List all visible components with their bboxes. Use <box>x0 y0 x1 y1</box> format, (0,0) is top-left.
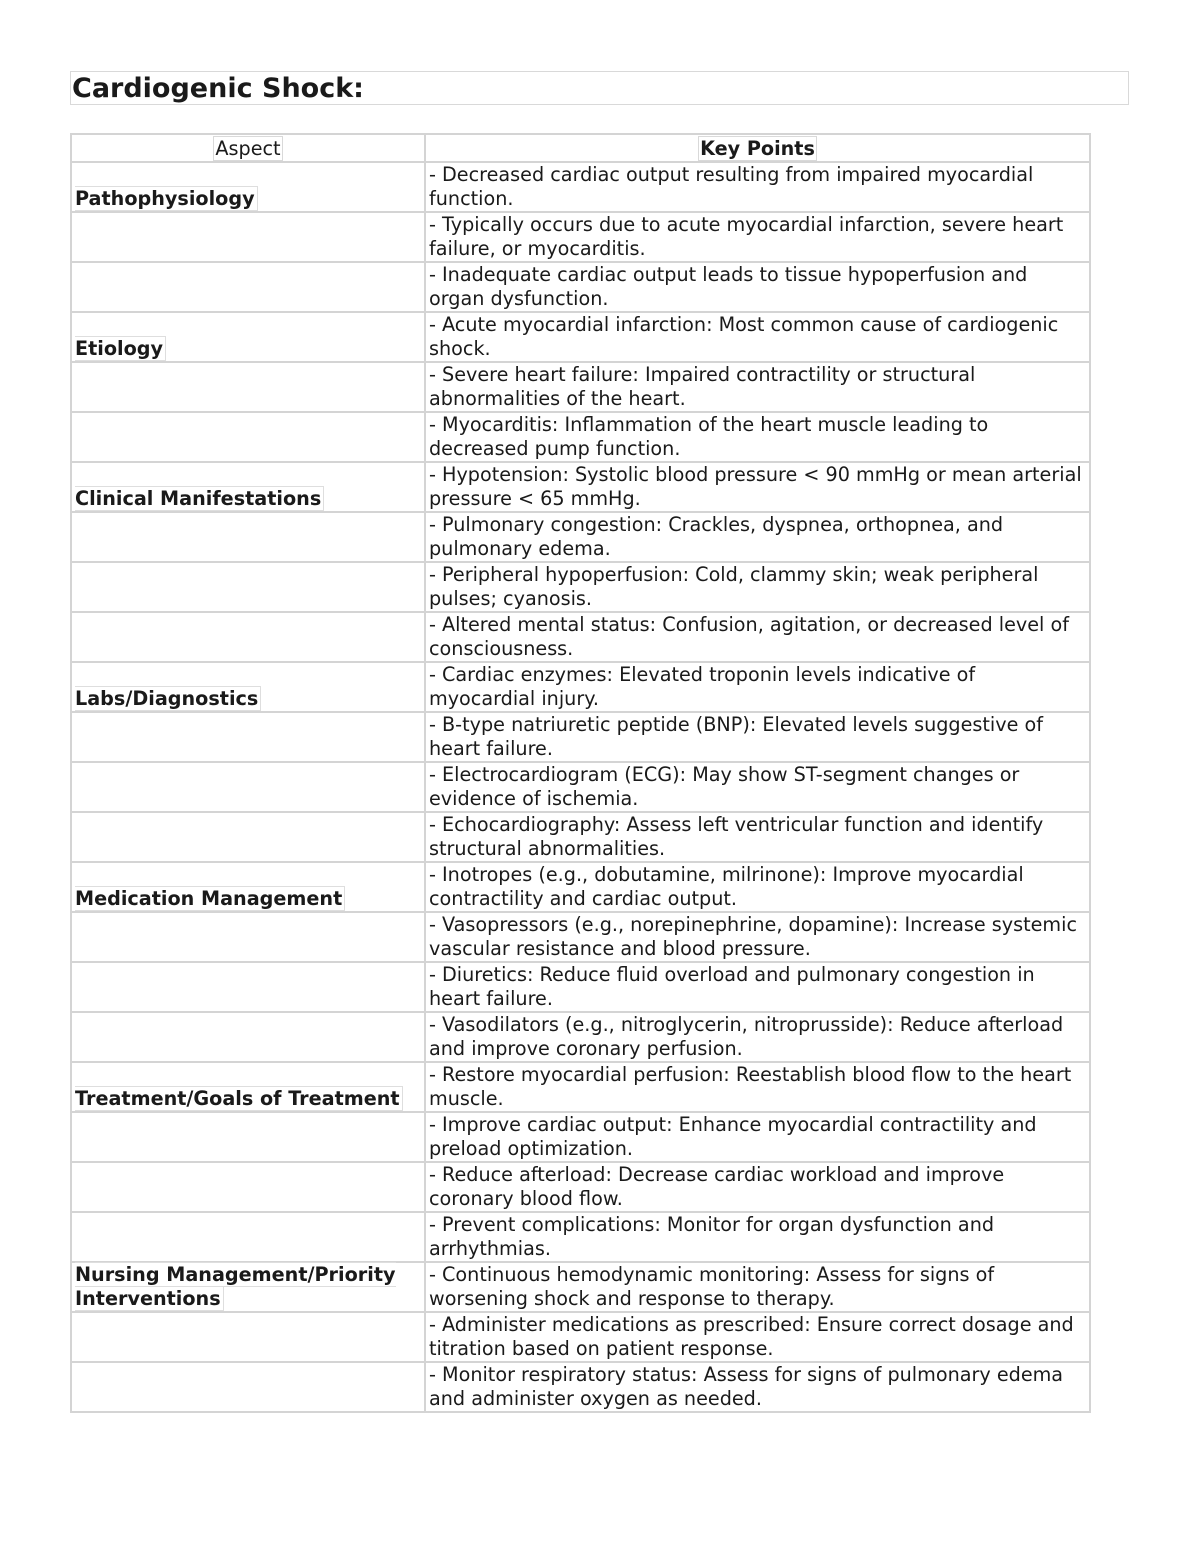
table-row <box>71 1362 1090 1412</box>
key-point-cell: - Continuous hemodynamic monitoring: Assess for signs of worsening shock and response to therapy. <box>425 1262 1090 1312</box>
aspect-cell <box>71 562 425 612</box>
key-point-cell: - Echocardiography: Assess left ventricular function and identify structural abnormalities. <box>425 812 1090 862</box>
aspect-cell <box>71 1362 425 1412</box>
table-row <box>71 562 1090 612</box>
page-title: Cardiogenic Shock: <box>70 71 1129 105</box>
key-point-cell: - Electrocardiogram (ECG): May show ST-segment changes or evidence of ischemia. <box>425 762 1090 812</box>
key-point-cell: - Vasodilators (e.g., nitroglycerin, nitroprusside): Reduce afterload and improve coronary perfusion. <box>425 1012 1090 1062</box>
key-point-cell: - Hypotension: Systolic blood pressure < 90 mmHg or mean arterial pressure < 65 mmHg. <box>425 462 1090 512</box>
key-point-cell: - B-type natriuretic peptide (BNP): Elevated levels suggestive of heart failure. <box>425 712 1090 762</box>
aspect-cell <box>71 762 425 812</box>
aspect-cell <box>71 462 425 512</box>
table-row <box>71 712 1090 762</box>
table-body <box>71 162 1090 1412</box>
aspect-label: Treatment/Goals of Treatment <box>75 1086 403 1111</box>
table-row <box>71 162 1090 212</box>
aspect-label: Medication Management <box>75 886 345 911</box>
key-point-cell: - Decreased cardiac output resulting from impaired myocardial function. <box>425 162 1090 212</box>
key-point-cell: - Prevent complications: Monitor for organ dysfunction and arrhythmias. <box>425 1212 1090 1262</box>
aspect-cell <box>71 612 425 662</box>
key-point-cell: - Typically occurs due to acute myocardial infarction, severe heart failure, or myocarditis. <box>425 212 1090 262</box>
table-row <box>71 1162 1090 1212</box>
key-point-cell: - Inotropes (e.g., dobutamine, milrinone): Improve myocardial contractility and cardiac output. <box>425 862 1090 912</box>
key-point-cell: - Inadequate cardiac output leads to tissue hypoperfusion and organ dysfunction. <box>425 262 1090 312</box>
table-header-row <box>71 134 1090 162</box>
table-row <box>71 412 1090 462</box>
table-row <box>71 362 1090 412</box>
key-point-cell: - Altered mental status: Confusion, agitation, or decreased level of consciousness. <box>425 612 1090 662</box>
aspect-cell <box>71 962 425 1012</box>
aspect-cell <box>71 1312 425 1362</box>
key-point-cell: - Vasopressors (e.g., norepinephrine, dopamine): Increase systemic vascular resistance and blood pressure. <box>425 912 1090 962</box>
aspect-label: Clinical Manifestations <box>75 486 324 511</box>
key-point-cell: - Myocarditis: Inflammation of the heart muscle leading to decreased pump function. <box>425 412 1090 462</box>
aspect-label: Labs/Diagnostics <box>75 686 261 711</box>
aspect-cell <box>71 212 425 262</box>
aspect-cell <box>71 862 425 912</box>
key-point-cell: - Cardiac enzymes: Elevated troponin levels indicative of myocardial injury. <box>425 662 1090 712</box>
table-row <box>71 1062 1090 1112</box>
aspect-cell <box>71 812 425 862</box>
key-points-table <box>70 133 1091 1413</box>
key-point-cell: - Severe heart failure: Impaired contractility or structural abnormalities of the heart. <box>425 362 1090 412</box>
table-row <box>71 262 1090 312</box>
aspect-cell <box>71 912 425 962</box>
key-point-cell: - Pulmonary congestion: Crackles, dyspnea, orthopnea, and pulmonary edema. <box>425 512 1090 562</box>
aspect-label: Pathophysiology <box>75 186 258 211</box>
aspect-cell <box>71 1162 425 1212</box>
key-point-cell: - Peripheral hypoperfusion: Cold, clammy skin; weak peripheral pulses; cyanosis. <box>425 562 1090 612</box>
table-row <box>71 212 1090 262</box>
key-point-cell: - Acute myocardial infarction: Most common cause of cardiogenic shock. <box>425 312 1090 362</box>
table-row <box>71 1262 1090 1312</box>
key-point-cell: - Restore myocardial perfusion: Reestablish blood flow to the heart muscle. <box>425 1062 1090 1112</box>
aspect-label: Etiology <box>75 336 166 361</box>
table-row <box>71 762 1090 812</box>
aspect-cell <box>71 412 425 462</box>
table-row <box>71 862 1090 912</box>
aspect-cell <box>71 312 425 362</box>
table-row <box>71 1212 1090 1262</box>
table-row <box>71 1312 1090 1362</box>
table-row <box>71 1112 1090 1162</box>
key-point-cell: - Monitor respiratory status: Assess for signs of pulmonary edema and administer oxygen as needed. <box>425 1362 1090 1412</box>
aspect-cell <box>71 1112 425 1162</box>
aspect-cell <box>71 712 425 762</box>
aspect-label: Nursing Management/Priority Interventions <box>75 1263 396 1310</box>
table-row <box>71 1012 1090 1062</box>
aspect-cell <box>71 662 425 712</box>
key-point-cell: - Administer medications as prescribed: Ensure correct dosage and titration based on patient response. <box>425 1312 1090 1362</box>
table-row <box>71 312 1090 362</box>
aspect-cell <box>71 512 425 562</box>
key-point-cell: - Improve cardiac output: Enhance myocardial contractility and preload optimization. <box>425 1112 1090 1162</box>
aspect-cell <box>71 162 425 212</box>
key-point-cell: - Reduce afterload: Decrease cardiac workload and improve coronary blood flow. <box>425 1162 1090 1212</box>
column-header-aspect: Aspect <box>71 134 425 162</box>
table-row <box>71 462 1090 512</box>
table-row <box>71 512 1090 562</box>
table-row <box>71 812 1090 862</box>
aspect-cell <box>71 1012 425 1062</box>
table-row <box>71 662 1090 712</box>
aspect-cell <box>71 362 425 412</box>
aspect-cell <box>71 1062 425 1112</box>
aspect-cell <box>71 1262 425 1312</box>
table-row <box>71 912 1090 962</box>
table-row <box>71 962 1090 1012</box>
key-point-cell: - Diuretics: Reduce fluid overload and pulmonary congestion in heart failure. <box>425 962 1090 1012</box>
aspect-cell <box>71 1212 425 1262</box>
column-header-key-points: Key Points <box>425 134 1090 162</box>
aspect-cell <box>71 262 425 312</box>
table-row <box>71 612 1090 662</box>
